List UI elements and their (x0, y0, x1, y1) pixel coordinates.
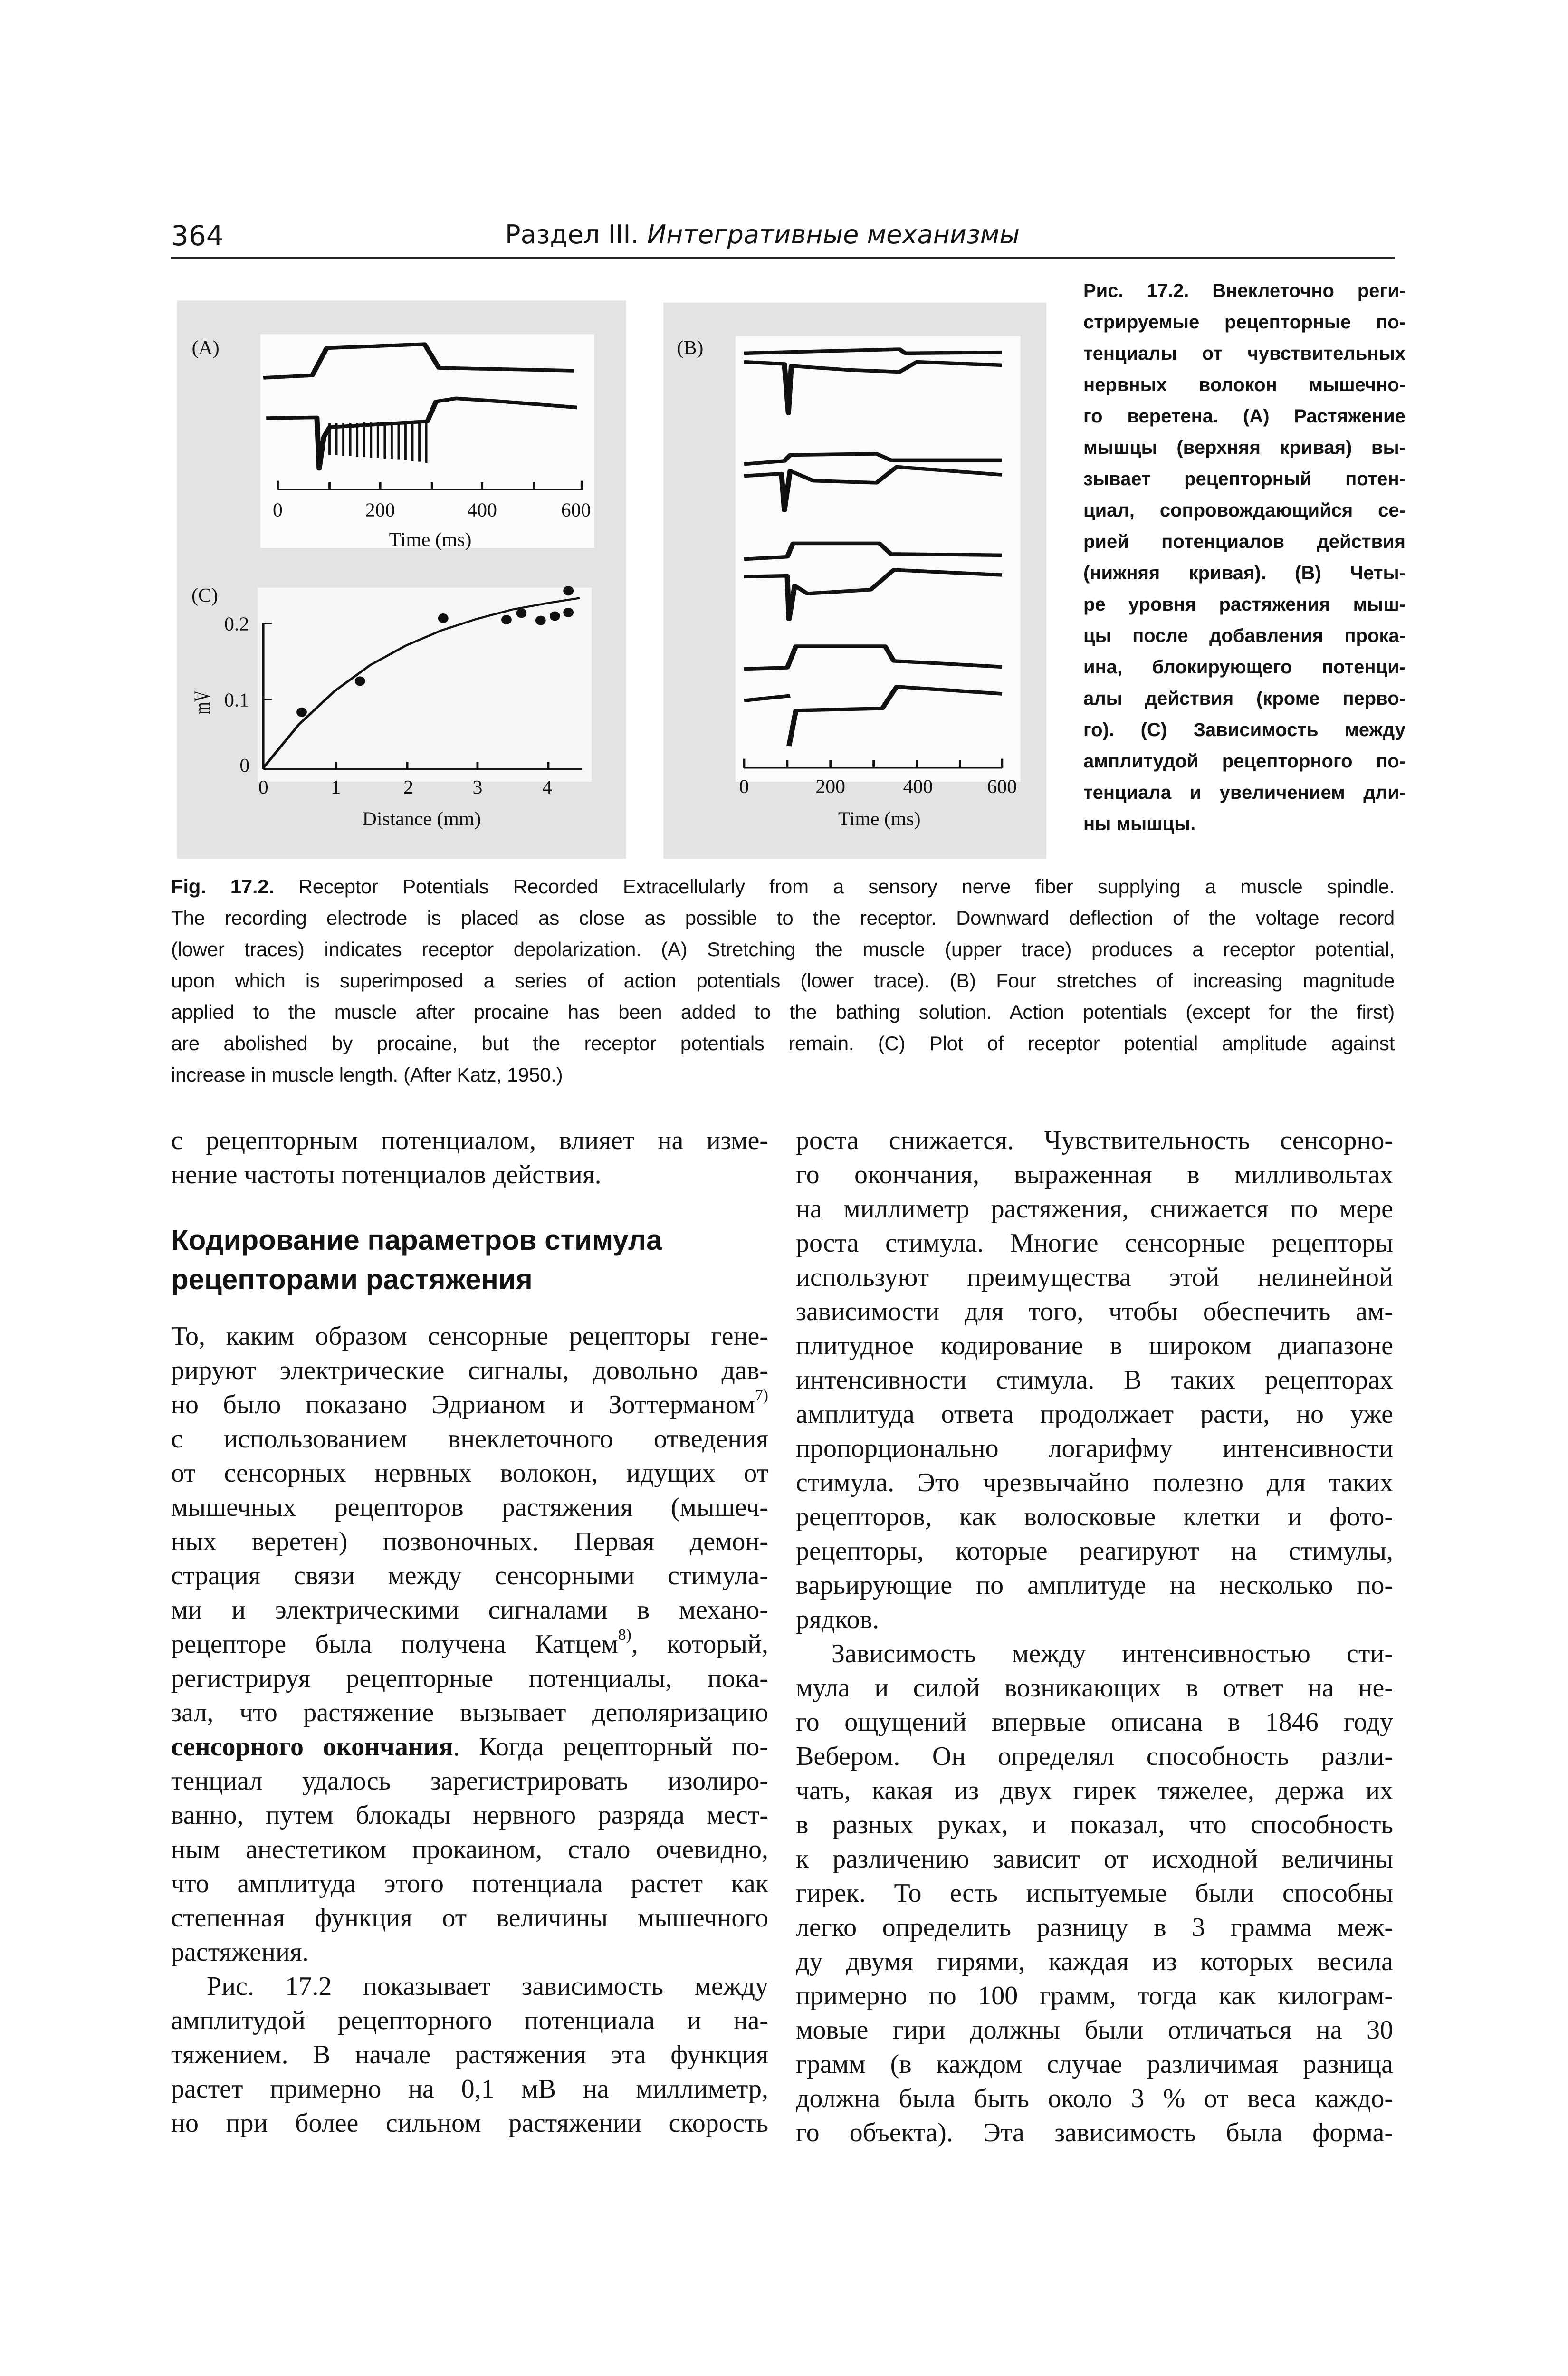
text-line: ду двумя гирями, каждая из которых весила (796, 1947, 1393, 1976)
panel-c-ytick-0.1: 0.1 (224, 689, 249, 711)
paragraph (171, 1123, 768, 1192)
left-column-intro (171, 1123, 768, 1192)
text-line: алы действия (кроме перво- (1083, 688, 1405, 709)
text-line: на миллиметр растяжения, снижается по мере (796, 1194, 1393, 1224)
text-line (171, 871, 1395, 902)
text-line: Вебером. Он определял способность разли- (796, 1742, 1393, 1771)
panel-c-data-point (438, 613, 449, 623)
panel-c-ylabel: mV (189, 690, 215, 715)
text-line: тяжением. В начале растяжения эта функция (171, 2040, 768, 2069)
panel-a-tick-0: 0 (273, 499, 283, 521)
text-line: ми и электрическими сигналами в механо- (171, 1595, 768, 1625)
text-line: амплитудой рецепторного по- (1083, 751, 1405, 772)
text-span: Receptor Potentials Recorded Extracellularly from a sensory nerve fiber supplying a muscle spindle. (274, 875, 1395, 898)
panel-c-xtick-1: 1 (331, 776, 341, 798)
text-line: го веретена. (А) Растяжение (1083, 406, 1405, 427)
paragraph (171, 871, 1395, 1091)
emphasis-text: сенсорного окончания (171, 1732, 453, 1762)
text-line: The recording electrode is placed as close as possible to the receptor. Downward deflection of the voltage record (171, 907, 1395, 929)
panel-b-label: (B) (677, 337, 704, 359)
text-line: что амплитуда этого потенциала растет как (171, 1869, 768, 1898)
panel-c-data-point (296, 708, 307, 717)
text-line: циал, сопровождающийся се- (1083, 500, 1405, 521)
text-line: роста стимула. Многие сенсорные рецепторы (796, 1228, 1393, 1258)
text-line: регистрируя рецепторные потенциалы, пока- (171, 1664, 768, 1693)
text-line: зависимости для того, чтобы обеспечить ам- (796, 1297, 1393, 1326)
text-line: амплитуда ответа продолжает расти, но уже (796, 1399, 1393, 1429)
text-span: Внеклеточно реги- (1189, 280, 1405, 301)
text-line: растяжения. (171, 1937, 309, 1967)
heading-line: рецепторами растяжения (171, 1264, 533, 1295)
text-line: upon which is superimposed a series of action potentials (lower trace). (B) Four stretches of increasing magnitude (171, 969, 1395, 992)
text-line: роста снижается. Чувствительность сенсорно- (796, 1126, 1393, 1155)
text-line: зывает рецепторный потен- (1083, 469, 1405, 489)
text-line: Зависимость между интенсивностью сти- (832, 1639, 1393, 1668)
section-heading (171, 1220, 765, 1299)
footnote-ref: 8) (618, 1626, 631, 1644)
text-line: increase in muscle length. (After Katz, 1950.) (171, 1063, 563, 1086)
panel-a-tick-200: 200 (365, 499, 395, 521)
text-line: плитудное кодирование в широком диапазоне (796, 1331, 1393, 1360)
text-line: варьирующие по амплитуде на несколько по- (796, 1571, 1393, 1600)
text-line: чать, какая из двух гирек тяжелее, держа их (796, 1776, 1393, 1805)
panel-c-ytick-0: 0 (239, 755, 250, 777)
text-line: го окончания, выраженная в милливольтах (796, 1160, 1393, 1189)
text-line: То, каким образом сенсорные рецепторы гене- (171, 1322, 768, 1351)
paragraph (1083, 275, 1405, 840)
text-line (171, 1388, 768, 1422)
text-line: легко определить разницу в 3 грамма меж- (796, 1913, 1393, 1942)
right-column-body (796, 1123, 1393, 2150)
paragraph (796, 1123, 1393, 1637)
running-header (505, 220, 1020, 249)
emphasis-text: Fig. 17.2. (171, 875, 274, 898)
text-line: рией потенциалов действия (1083, 531, 1405, 552)
page-number: 364 (171, 220, 224, 252)
text-line (171, 1627, 768, 1661)
text-line: но при более сильном растяжении скорость (171, 2108, 768, 2138)
paragraph (796, 1637, 1393, 2150)
text-line: нервных волокон мышечно- (1083, 374, 1405, 395)
text-line: тенциал удалось зарегистрировать изолиро- (171, 1766, 768, 1796)
text-line: нение частоты потенциалов действия. (171, 1160, 602, 1189)
panel-a-label: (A) (191, 337, 220, 359)
figure-caption-russian (1083, 275, 1405, 840)
text-line: are abolished by procaine, but the receptor potentials remain. (C) Plot of receptor potential amplitude against (171, 1032, 1395, 1054)
panel-b-tick-600: 600 (987, 776, 1017, 798)
text-line: applied to the muscle after procaine has been added to the bathing solution. Action potentials (except for the first) (171, 1001, 1395, 1023)
text-line: мула и силой возникающих в ответ на не- (796, 1673, 1393, 1703)
text-line: (нижняя кривая). (В) Четы- (1083, 563, 1405, 584)
text-line (171, 1730, 768, 1764)
paragraph (171, 1319, 768, 1969)
section-label: Раздел III. (505, 220, 639, 249)
figure-17-2 (157, 247, 1060, 865)
text-span: рецепторе была получена Катцем (171, 1629, 618, 1659)
text-line: мышцы (верхняя кривая) вы- (1083, 437, 1405, 458)
text-line: ным анестетиком прокаином, стало очевидно, (171, 1835, 768, 1864)
heading-line: Кодирование параметров стимула (171, 1224, 662, 1256)
text-line: стрируемые рецепторные по- (1083, 312, 1405, 333)
panel-c-data-point (355, 676, 365, 686)
text-span: , который, (631, 1629, 768, 1659)
panel-c-data-point (516, 608, 526, 618)
text-line: грамм (в каждом случае различимая разница (796, 2050, 1393, 2079)
text-line: от сенсорных нервных волокон, идущих от (171, 1458, 768, 1488)
text-line: интенсивности стимула. В таких рецепторах (796, 1365, 1393, 1395)
text-line: ре уровня растяжения мыш- (1083, 594, 1405, 615)
panel-b-tick-200: 200 (815, 776, 846, 798)
panel-c-xtick-4: 4 (542, 776, 553, 798)
text-line: степенная функция от величины мышечного (171, 1903, 768, 1933)
text-line: Рис. 17.2 показывает зависимость между (207, 1972, 768, 2001)
text-line: цы после добавления прока- (1083, 625, 1405, 646)
text-line: используют преимущества этой нелинейной (796, 1263, 1393, 1292)
text-line: растет примерно на 0,1 мВ на миллиметр, (171, 2074, 768, 2104)
text-line: пропорционально логарифму интенсивности (796, 1434, 1393, 1463)
text-line: го объекта). Эта зависимость была форма- (796, 2118, 1393, 2147)
text-line: страция связи между сенсорными стимула- (171, 1561, 768, 1590)
panel-c-ytick-0.2: 0.2 (224, 613, 249, 635)
panel-a-tick-400: 400 (467, 499, 497, 521)
panel-a-plot-area (260, 334, 594, 548)
text-line: зал, что растяжение вызывает деполяризацию (171, 1698, 768, 1727)
text-line: амплитудой рецепторного потенциала и на- (171, 2006, 768, 2035)
panel-c-data-point (550, 611, 560, 621)
panel-b-tick-0: 0 (739, 776, 749, 798)
text-line: ванно, путем блокады нервного разряда мест- (171, 1801, 768, 1830)
text-line: с использованием внеклеточного отведения (171, 1424, 768, 1454)
text-span: но было показано Эдрианом и Зоттерманом (171, 1390, 755, 1419)
text-line: должна была быть около 3 % от веса каждо- (796, 2084, 1393, 2113)
text-line: рируют электрические сигналы, довольно дав- (171, 1356, 768, 1385)
text-line: (lower traces) indicates receptor depolarization. (A) Stretching the muscle (upper trace) produces a receptor potential, (171, 938, 1395, 960)
panel-c-data-point (563, 586, 574, 595)
panel-c-data-point (535, 616, 546, 625)
text-line: примерно по 100 грамм, тогда как килограм- (796, 1981, 1393, 2011)
text-line: гирек. То есть испытуемые были способны (796, 1878, 1393, 1908)
left-column-body (171, 1319, 768, 2140)
panel-c-xtick-3: 3 (472, 776, 483, 798)
figure-caption-english (171, 871, 1395, 1091)
text-line: мышечных рецепторов растяжения (мышеч- (171, 1493, 768, 1522)
panel-a-xlabel: Time (ms) (389, 529, 472, 551)
panel-a-tick-600: 600 (561, 499, 591, 521)
panel-c-xtick-2: 2 (403, 776, 413, 798)
text-span: . Когда рецепторный по- (453, 1732, 768, 1762)
text-line (1083, 275, 1405, 307)
panel-b-xlabel: Time (ms) (838, 808, 921, 830)
text-line: рядков. (796, 1605, 880, 1634)
panel-c-label: (C) (191, 584, 218, 606)
text-line: к различению зависит от исходной величины (796, 1844, 1393, 1874)
text-line: ны мышцы. (1083, 814, 1196, 834)
text-line: в разных руках, и показал, что способность (796, 1810, 1393, 1839)
section-title: Интегративные механизмы (647, 220, 1020, 249)
text-line: ных веретен) позвоночных. Первая демон- (171, 1527, 768, 1556)
text-line: мовые гири должны были отличаться на 30 (796, 2015, 1393, 2045)
text-line: го ощущений впервые описана в 1846 году (796, 1707, 1393, 1737)
text-line: тенциала и увеличением дли- (1083, 782, 1405, 803)
panel-c-ylabel-group (189, 690, 215, 714)
text-line: го). (С) Зависимость между (1083, 719, 1405, 740)
panel-b-tick-400: 400 (903, 776, 933, 798)
footnote-ref: 7) (755, 1387, 768, 1405)
text-line: с рецепторным потенциалом, влияет на изме- (171, 1126, 768, 1155)
panel-c-xtick-0: 0 (258, 776, 268, 798)
text-line: тенциалы от чувствительных (1083, 343, 1405, 364)
text-line: стимула. Это чрезвычайно полезно для таких (796, 1468, 1393, 1497)
text-line: рецепторы, которые реагируют на стимулы, (796, 1536, 1393, 1566)
emphasis-text: Рис. 17.2. (1083, 280, 1189, 301)
panel-c-data-point (563, 608, 574, 617)
panel-c-data-point (501, 615, 512, 624)
paragraph (171, 1969, 768, 2140)
panel-c-xlabel: Distance (mm) (362, 808, 481, 830)
text-line: рецепторов, как волосковые клетки и фото- (796, 1502, 1393, 1532)
text-line: ина, блокирующего потенци- (1083, 657, 1405, 678)
